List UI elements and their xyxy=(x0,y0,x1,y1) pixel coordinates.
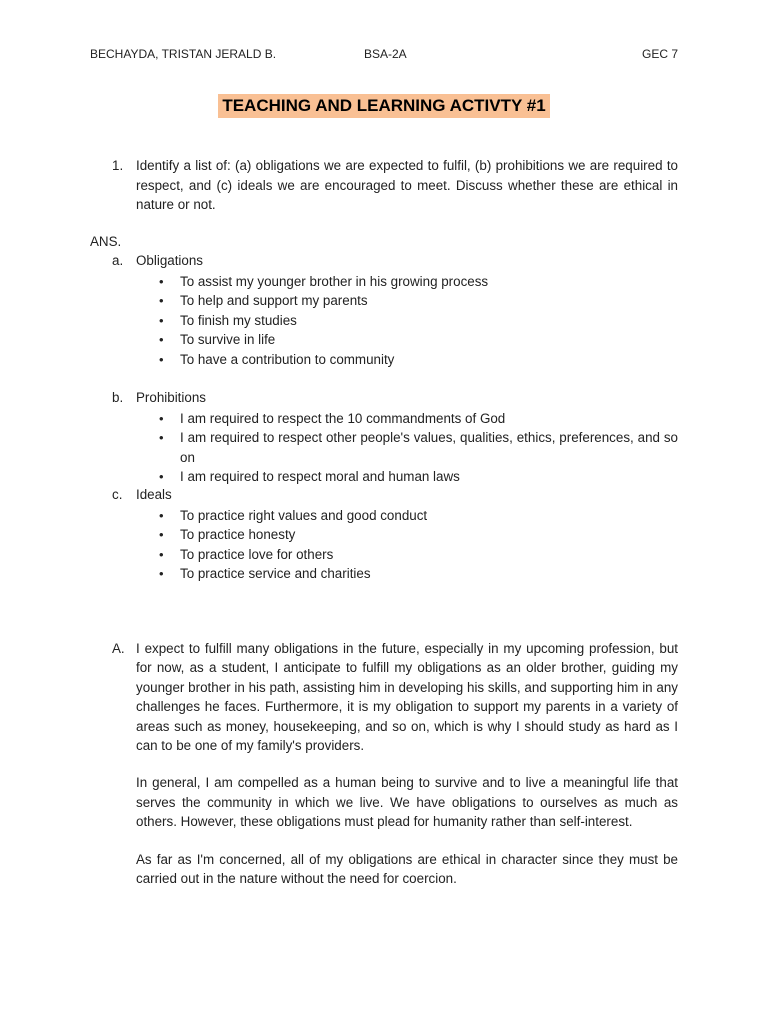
section-heading: Prohibitions xyxy=(136,390,206,405)
bullet-list xyxy=(112,409,678,487)
paragraph: I expect to fulfill many obligations in the future, especially in my upcoming profession, but for now, as a student, I anticipate to fulfill my obligations as an older brother, guiding my younger brother in his path, assisting him in developing his skills, and supporting him in any challenges he faces. Furthermore, it is my obligation to support my parents in a variety of areas such as money, housekeeping, and so on, which is why I should study as hard as I can to be one of my family's providers. xyxy=(136,641,678,754)
page-header xyxy=(90,47,678,65)
bullet-icon: • xyxy=(159,312,164,328)
list-item-text: To survive in life xyxy=(180,332,276,347)
list-item-text: To have a contribution to community xyxy=(180,351,395,367)
list-item-text: I am required to respect moral and human laws xyxy=(180,469,460,484)
list-item-text: To finish my studies xyxy=(180,312,297,328)
bullet-icon: • xyxy=(159,410,164,426)
paragraph: As far as I'm concerned, all of my obligations are ethical in character since they must be carried out in the nature without the need for coercion. xyxy=(136,851,678,887)
subject-code: GEC 7 xyxy=(641,47,678,61)
section-heading: Obligations xyxy=(136,253,203,268)
student-name: BECHAYDA, TRISTAN JERALD B. xyxy=(90,47,277,61)
section-label: b. xyxy=(112,390,124,405)
discussion-answer xyxy=(112,639,678,906)
bullet-icon: • xyxy=(159,566,164,581)
bullet-list xyxy=(112,506,678,584)
list-item xyxy=(112,467,678,487)
list-item xyxy=(112,291,678,311)
list-item-text: I am required to respect other people's values, qualities, ethics, preferences, and so on xyxy=(180,430,678,465)
list-item-text: To practice service and charities xyxy=(180,566,371,581)
title-container xyxy=(0,94,768,118)
list-item xyxy=(112,564,678,584)
list-item xyxy=(112,272,678,292)
list-item-text: To help and support my parents xyxy=(180,293,368,308)
list-item xyxy=(112,409,678,429)
bullet-icon: • xyxy=(159,546,164,562)
list-item xyxy=(112,311,678,331)
list-item xyxy=(112,350,678,370)
list-item-text: To practice right values and good conduct xyxy=(180,507,428,523)
list-item xyxy=(112,525,678,545)
bullet-icon: • xyxy=(159,351,164,367)
section-ideals xyxy=(112,485,678,584)
question-1 xyxy=(112,156,678,215)
paragraph: In general, I am compelled as a human being to survive and to live a meaningful life that serves the community in which we live. We have obligations to ourselves as much as others. However, these obligations must plead for humanity rather than self-interest. xyxy=(136,775,678,830)
list-item xyxy=(112,330,678,350)
section-obligations xyxy=(112,251,678,369)
section-prohibitions xyxy=(112,388,678,487)
bullet-icon: • xyxy=(159,527,164,542)
bullet-icon: • xyxy=(159,273,164,289)
discussion-label: A. xyxy=(112,641,125,656)
list-item xyxy=(112,545,678,565)
list-item-text: I am required to respect the 10 commandments of God xyxy=(180,410,506,426)
course-section: BSA-2A xyxy=(364,47,407,61)
bullet-icon: • xyxy=(159,430,164,445)
section-label: c. xyxy=(112,487,123,502)
list-item xyxy=(112,506,678,526)
bullet-icon: • xyxy=(159,469,164,484)
bullet-icon: • xyxy=(159,293,164,308)
section-label: a. xyxy=(112,253,124,268)
document-title: TEACHING AND LEARNING ACTIVTY #1 xyxy=(218,94,549,118)
list-item-text: To assist my younger brother in his growing process xyxy=(180,273,489,289)
question-number: 1. xyxy=(112,158,124,173)
list-item-text: To practice honesty xyxy=(180,527,296,542)
bullet-icon: • xyxy=(159,332,164,347)
list-item xyxy=(112,428,678,467)
bullet-icon: • xyxy=(159,507,164,523)
section-heading: Ideals xyxy=(136,487,172,502)
list-item-text: To practice love for others xyxy=(180,546,334,562)
question-text: Identify a list of: (a) obligations we are expected to fulfil, (b) prohibitions we are required to respect, and (c) ideals we are encouraged to meet. Discuss whether these are ethical in nature or not. xyxy=(136,158,678,212)
answer-label: ANS. xyxy=(90,234,122,249)
bullet-list xyxy=(112,272,678,370)
